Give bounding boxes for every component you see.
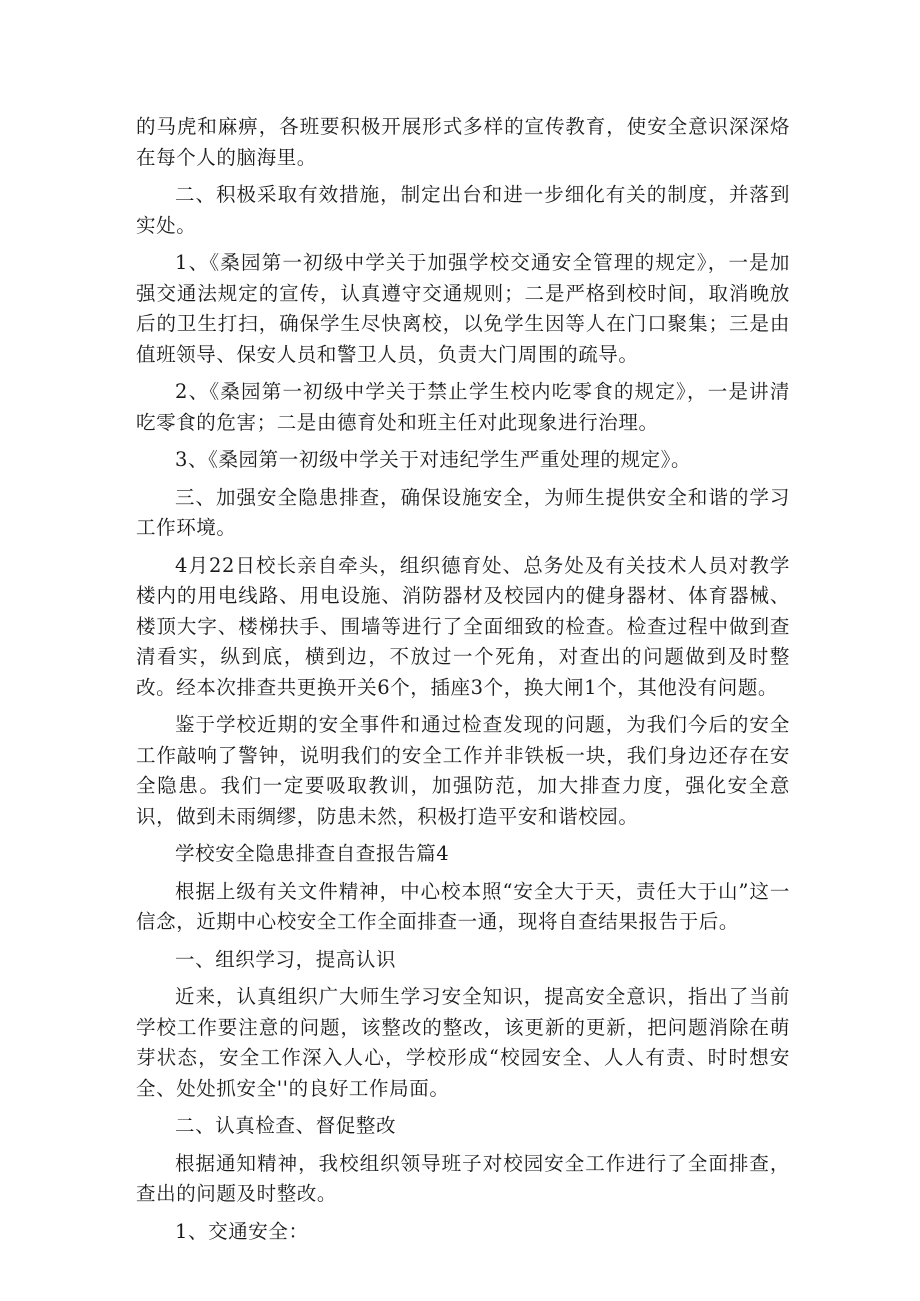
section-heading-inspect: 二、认真检查、督促整改 (175, 1114, 397, 1137)
section-heading-organize: 一、组织学习，提高认识 (175, 947, 397, 971)
list-item-3: 3、《桑园第一初级中学关于对违纪学生严重处理的规定》。 (175, 448, 692, 471)
section-heading-2: 二、积极采取有效措施，制定出台和进一步细化有关的制度，并落到实处。 (136, 183, 790, 237)
list-item-2: 2、《桑园第一初级中学关于禁止学生校内吃零食的规定》，一是讲清吃零食的危害；二是由德育处和班主任对此现象进行治理。 (136, 380, 790, 434)
paragraph-intro: 根据上级有关文件精神，中心校本照“安全大于天，责任大于山”这一信念，近期中心校安全工作全面排查一通，现将自查结果报告于后。 (136, 879, 790, 933)
list-item-traffic: 1、交通安全： (175, 1219, 309, 1243)
paragraph-conclusion: 鉴于学校近期的安全事件和通过检查发现的问题，为我们今后的安全工作敲响了警钟，说明我们的安全工作并非铁板一块，我们身边还存在安全隐患。我们一定要吸取教训，加强防范，加大排查力度，强化安全意识，做到未雨绸缪，防患未然，积极打造平安和谐校园。 (136, 713, 790, 828)
paragraph-continuation: 的马虎和麻痹，各班要积极开展形式多样的宣传教育，使安全意识深深烙在每个人的脑海里。 (136, 115, 790, 169)
report-title: 学校安全隐患排查自查报告篇4 (175, 842, 450, 865)
paragraph-inspection: 4月22日校长亲自牵头，组织德育处、总务处及有关技术人员对教学楼内的用电线路、用电设施、消防器材及校园内的健身器材、体育器械、楼顶大字、楼梯扶手、围墙等进行了全面细致的检查。检查过程中做到查清看实，纵到底，横到边，不放过一个死角，对查出的问题做到及时整改。经本次排查共更换开关6个，插座3个，换大闸1个，其他没有问题。 (136, 553, 790, 699)
list-item-1: 1、《桑园第一初级中学关于加强学校交通安全管理的规定》，一是加强交通法规定的宣传，认真遵守交通规则；二是严格到校时间，取消晚放后的卫生打扫，确保学生尽快离校，以免学生因等人在门口聚集；三是由值班领导、保安人员和警卫人员，负责大门周围的疏导。 (136, 251, 790, 366)
document-body (136, 112, 790, 1247)
section-heading-3: 三、加强安全隐患排查，确保设施安全，为师生提供安全和谐的学习工作环境。 (136, 485, 790, 539)
paragraph-study: 近来，认真组织广大师生学习安全知识，提高安全意识，指出了当前学校工作要注意的问题，该整改的整改，该更新的更新，把问题消除在萌芽状态，安全工作深入人心，学校形成“校园安全、人人有责、时时想安全、处处抓安全''的良好工作局面。 (136, 985, 790, 1100)
paragraph-inspect: 根据通知精神，我校组织领导班子对校园安全工作进行了全面排查，查出的问题及时整改。 (136, 1151, 790, 1205)
